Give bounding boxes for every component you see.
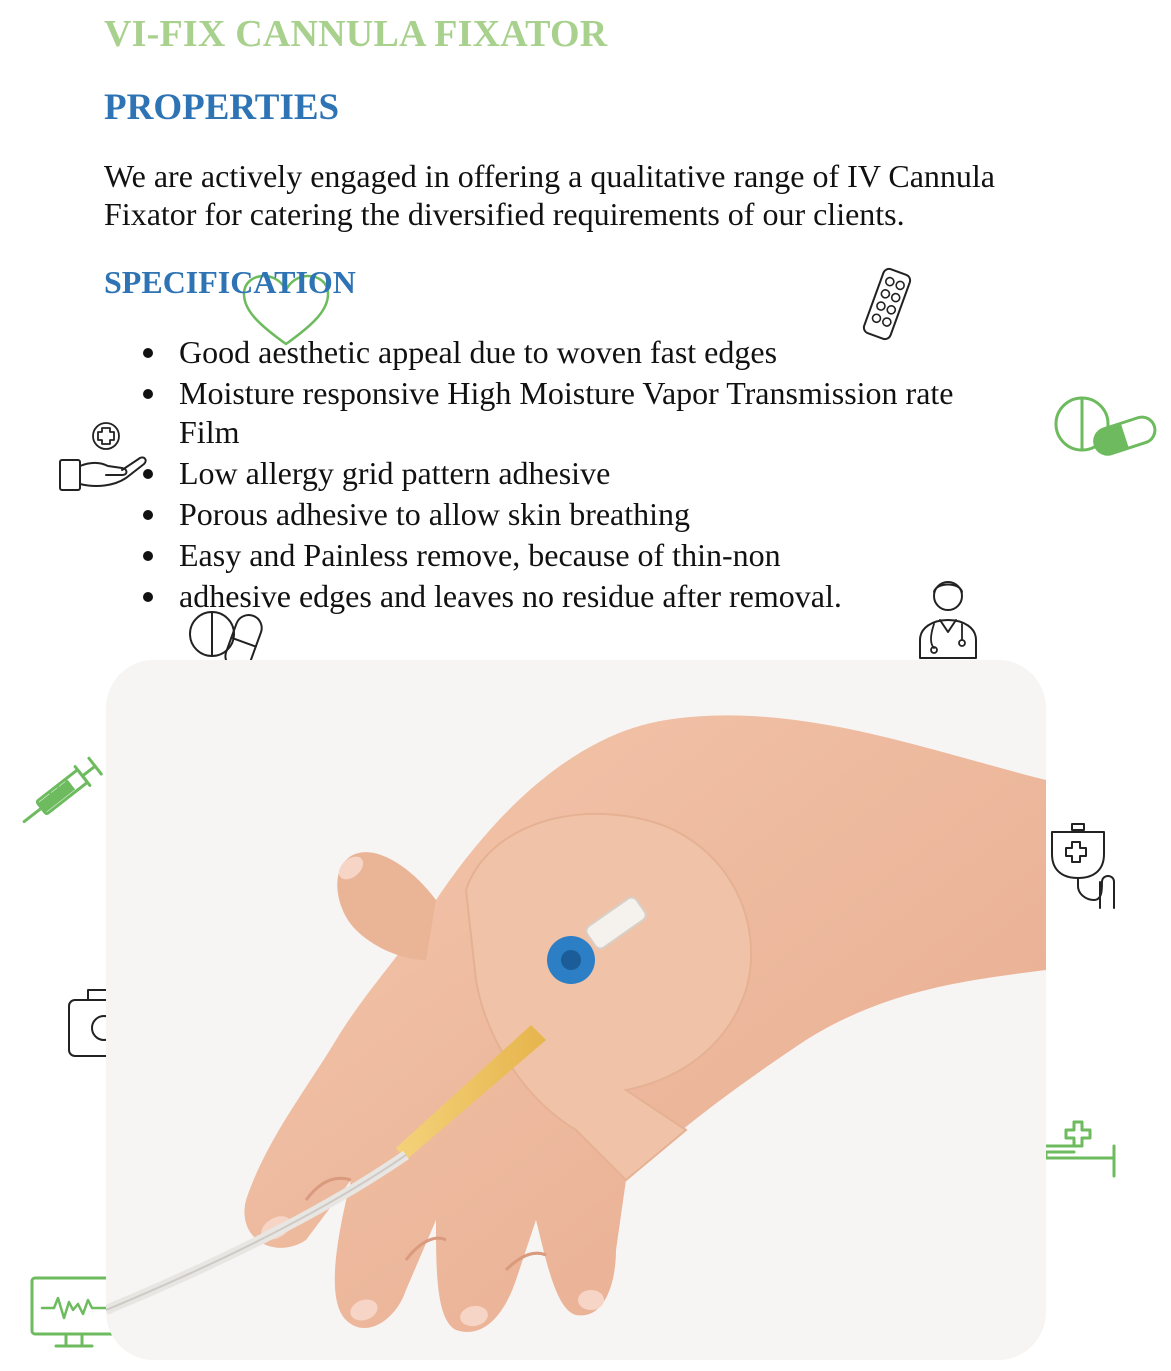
specification-heading: SPECIFICATION xyxy=(104,264,356,300)
list-item: Porous adhesive to allow skin breathing xyxy=(179,495,1019,534)
list-item: Low allergy grid pattern adhesive xyxy=(179,454,1019,493)
capsule-icon xyxy=(1052,392,1162,464)
hospital-bed-icon xyxy=(1044,1116,1122,1180)
list-item: Moisture responsive High Moisture Vapor Transmission rate Film xyxy=(179,374,1019,452)
syringe-icon xyxy=(12,752,112,832)
list-item: Good aesthetic appeal due to woven fast edges xyxy=(179,333,1019,372)
pill-blister-pack-icon xyxy=(855,266,919,342)
list-item: adhesive edges and leaves no residue after removal. xyxy=(179,577,1019,616)
hand-with-medical-cross-icon xyxy=(56,418,152,494)
product-photo xyxy=(106,660,1046,1360)
iv-drip-bag-icon xyxy=(1044,820,1124,916)
list-item: Easy and Painless remove, because of thin-non xyxy=(179,536,1019,575)
properties-heading: PROPERTIES xyxy=(104,87,340,128)
specification-list xyxy=(179,333,1019,618)
document-title: VI-FIX CANNULA FIXATOR xyxy=(104,13,608,55)
intro-paragraph: We are actively engaged in offering a qualitative range of IV Cannula Fixator for catering the diversified requirements of our clients. xyxy=(104,158,995,232)
